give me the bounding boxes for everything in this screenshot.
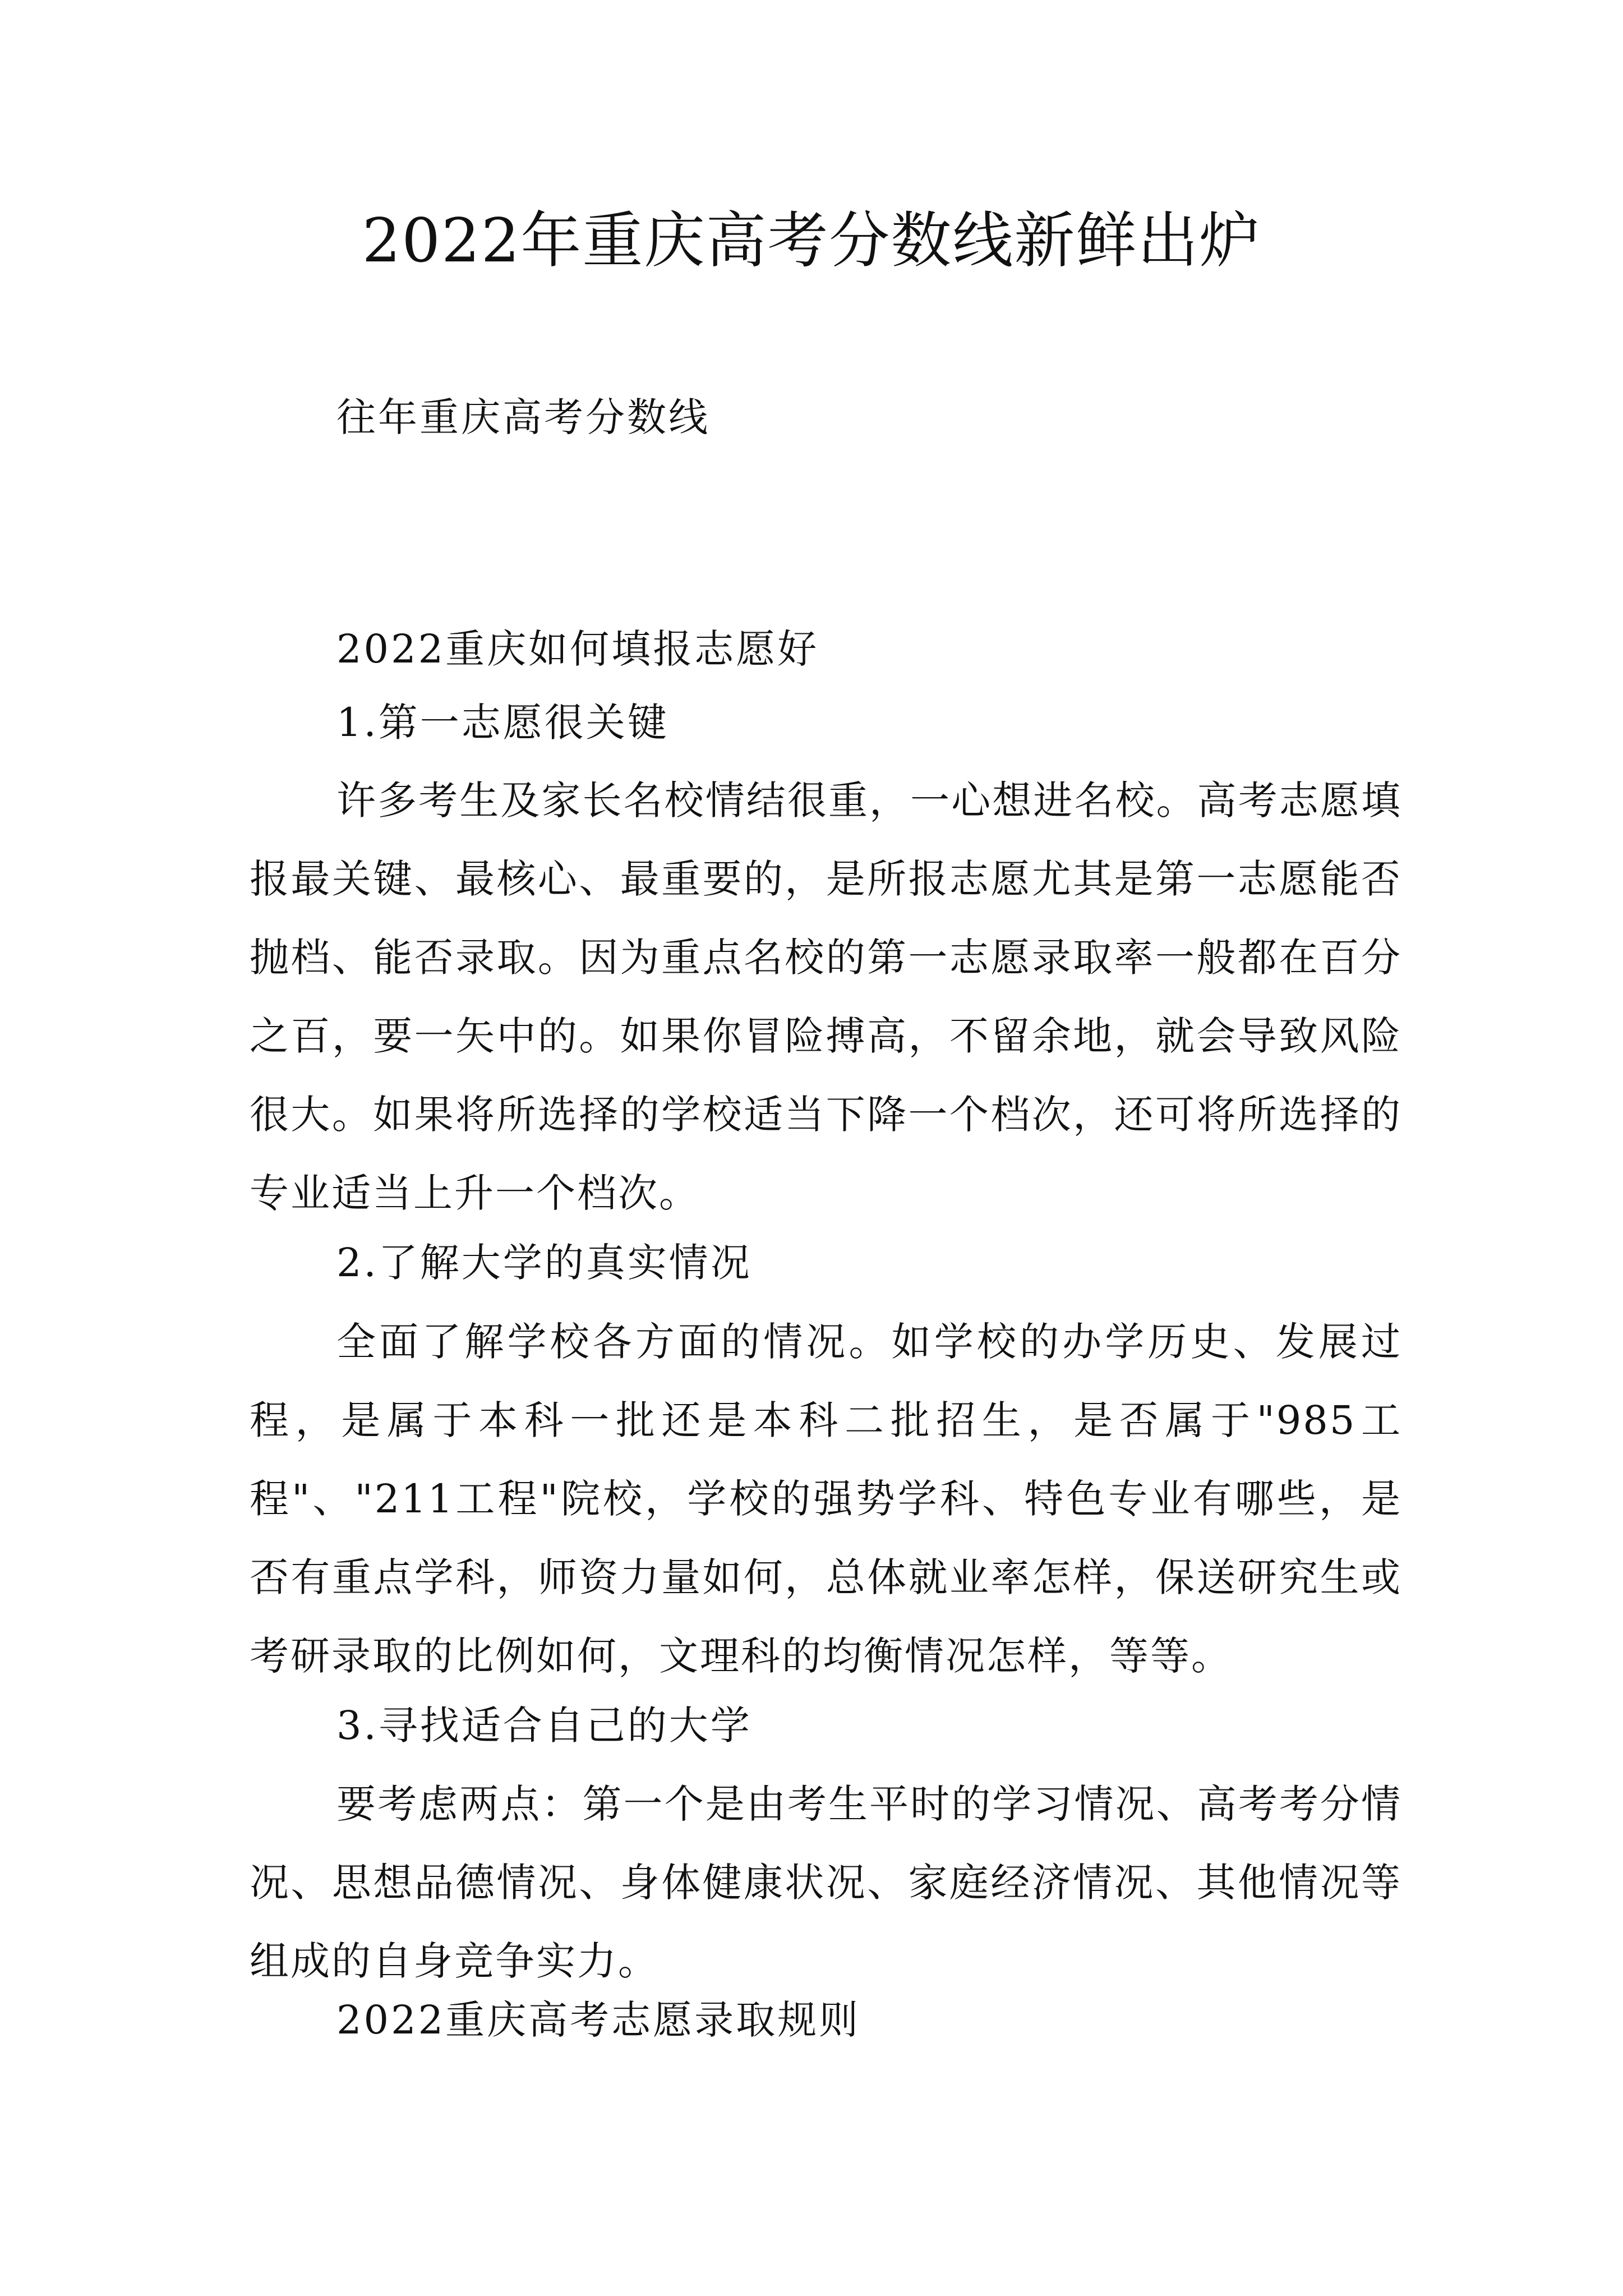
point2-paragraph: 全面了解学校各方面的情况。如学校的办学历史、发展过程，是属于本科一批还是本科二批招生，是否属于"985工程"、"211工程"院校，学校的强势学科、特色专业有哪些，是否有重点学科，师资力量如何，总体就业率怎样，保送研究生或考研录取的比例如何，文理科的均衡情况怎样，等等。	[250, 1319, 1402, 1679]
point3-paragraph: 要考虑两点：第一个是由考生平时的学习情况、高考考分情况、思想品德情况、身体健康状况、家庭经济情况、其他情况等组成的自身竞争实力。	[250, 1781, 1402, 1984]
rules-heading: 2022重庆高考志愿录取规则	[336, 1997, 861, 2043]
point3-heading: 3.寻找适合自己的大学	[336, 1703, 752, 1749]
document-title: 2022年重庆高考分数线新鲜出炉	[362, 206, 1261, 276]
point2-heading: 2.了解大学的真实情况	[336, 1240, 752, 1286]
past-scores-heading: 往年重庆高考分数线	[336, 394, 710, 440]
point1-paragraph: 许多考生及家长名校情结很重，一心想进名校。高考志愿填报最关键、最核心、最重要的，是所报志愿尤其是第一志愿能否抛档、能否录取。因为重点名校的第一志愿录取率一般都在百分之百，要一矢中的。如果你冒险搏高，不留余地，就会导致风险很大。如果将所选择的学校适当下降一个档次，还可将所选择的专业适当上升一个档次。	[250, 777, 1402, 1216]
point1-heading: 1.第一志愿很关键	[336, 700, 669, 746]
how-to-fill-heading: 2022重庆如何填报志愿好	[336, 626, 819, 672]
